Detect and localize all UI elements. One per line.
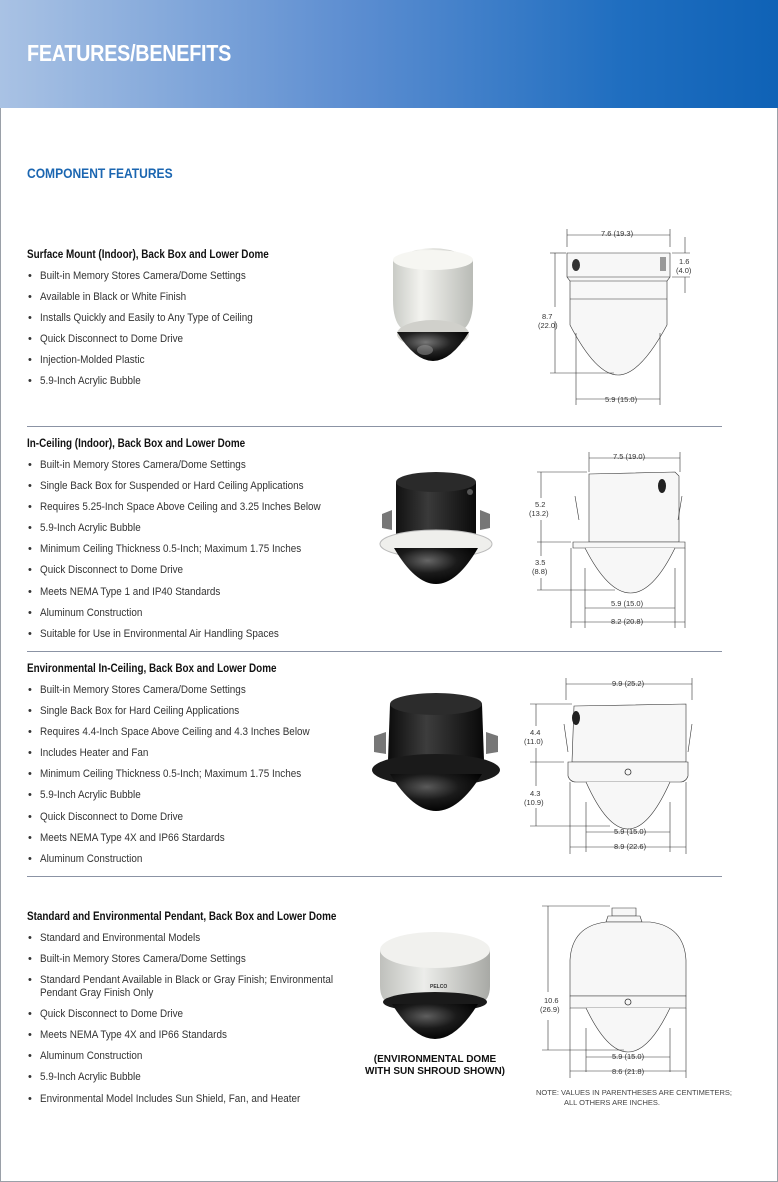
list-item: • Includes Heater and Fan — [27, 747, 367, 768]
list-item: • Requires 5.25-Inch Space Above Ceiling and 3.25 Inches Below — [27, 501, 367, 522]
feature-block-surface-mount — [27, 249, 367, 397]
block-title: Surface Mount (Indoor), Back Box and Lower Dome — [27, 249, 269, 261]
list-item: • Aluminum Construction — [27, 1050, 367, 1071]
list-item: • 5.9-Inch Acrylic Bubble — [27, 375, 367, 396]
svg-text:8.7: 8.7 — [542, 312, 553, 321]
section-divider — [27, 876, 722, 877]
feature-list — [27, 684, 367, 874]
svg-text:(26.9): (26.9) — [540, 1005, 560, 1014]
list-item: • Aluminum Construction — [27, 853, 367, 874]
list-item: • Meets NEMA Type 4X and IP66 Stardards — [27, 832, 367, 853]
svg-text:8.6 (21.8): 8.6 (21.8) — [612, 1067, 645, 1076]
list-item: • Built-in Memory Stores Camera/Dome Settings — [27, 953, 367, 974]
list-item: • Single Back Box for Hard Ceiling Applications — [27, 705, 367, 726]
svg-text:(22.0): (22.0) — [538, 321, 558, 330]
list-item: • Quick Disconnect to Dome Drive — [27, 333, 367, 354]
list-item: • Installs Quickly and Easily to Any Type of Ceiling — [27, 312, 367, 333]
svg-text:5.9 (15.0): 5.9 (15.0) — [612, 1052, 645, 1061]
svg-text:4.3: 4.3 — [530, 789, 541, 798]
list-item: • Standard and Environmental Models — [27, 932, 367, 953]
page-title: FEATURES/BENEFITS — [27, 40, 232, 66]
svg-text:(10.9): (10.9) — [524, 798, 544, 807]
svg-text:3.5: 3.5 — [535, 558, 546, 567]
svg-text:PELCO: PELCO — [430, 984, 448, 990]
svg-text:4.4: 4.4 — [530, 728, 541, 737]
in-ceiling-dome-photo — [378, 470, 494, 602]
svg-text:5.9 (15.0): 5.9 (15.0) — [611, 599, 644, 608]
photo-caption: (ENVIRONMENTAL DOME WITH SUN SHROUD SHOWN) — [365, 1054, 505, 1077]
block-title: In-Ceiling (Indoor), Back Box and Lower Dome — [27, 438, 246, 450]
environmental-in-ceiling-dome-photo — [368, 690, 504, 828]
feature-list — [27, 932, 367, 1114]
measurement-note: NOTE: VALUES IN PARENTHESES ARE CENTIMETERS; ALL OTHERS ARE INCHES. — [536, 1088, 733, 1107]
section-title: COMPONENT FEATURES — [27, 165, 173, 181]
list-item: • Built-in Memory Stores Camera/Dome Settings — [27, 459, 367, 480]
list-item: • Meets NEMA Type 4X and IP66 Standards — [27, 1029, 367, 1050]
list-item: • Standard Pendant Available in Black or Gray Finish; Environmental Pendant Gray Finish Only — [27, 974, 367, 1008]
environmental-pendant-dome-photo — [372, 920, 498, 1050]
svg-text:7.5 (19.0): 7.5 (19.0) — [613, 452, 646, 461]
list-item: • Minimum Ceiling Thickness 0.5-Inch; Maximum 1.75 Inches — [27, 768, 367, 789]
svg-text:5.9 (15.0): 5.9 (15.0) — [605, 395, 638, 404]
list-item: • Single Back Box for Suspended or Hard Ceiling Applications — [27, 480, 367, 501]
svg-text:10.6: 10.6 — [544, 996, 559, 1005]
list-item: • 5.9-Inch Acrylic Bubble — [27, 1071, 367, 1092]
list-item: • Suitable for Use in Environmental Air Handling Spaces — [27, 628, 367, 649]
feature-list — [27, 459, 367, 649]
header-banner — [0, 0, 778, 108]
block-title: Environmental In-Ceiling, Back Box and Lower Dome — [27, 663, 277, 675]
list-item: • Quick Disconnect to Dome Drive — [27, 564, 367, 585]
list-item: • Quick Disconnect to Dome Drive — [27, 1008, 367, 1029]
svg-text:(8.8): (8.8) — [532, 567, 548, 576]
list-item: • Quick Disconnect to Dome Drive — [27, 811, 367, 832]
section-divider — [27, 426, 722, 427]
svg-text:(11.0): (11.0) — [524, 737, 544, 746]
surface-mount-dome-photo — [385, 240, 481, 376]
list-item: • Environmental Model Includes Sun Shield, Fan, and Heater — [27, 1093, 367, 1114]
pendant-dimension-drawing — [538, 900, 698, 1080]
feature-block-pendant — [27, 911, 367, 1114]
list-item: • Built-in Memory Stores Camera/Dome Settings — [27, 684, 367, 705]
svg-text:(4.0): (4.0) — [676, 266, 692, 275]
feature-block-environmental-in-ceiling — [27, 663, 367, 874]
svg-text:9.9 (25.2): 9.9 (25.2) — [612, 679, 645, 688]
svg-text:1.6: 1.6 — [679, 257, 690, 266]
svg-text:5.2: 5.2 — [535, 500, 546, 509]
list-item: • 5.9-Inch Acrylic Bubble — [27, 522, 367, 543]
svg-text:5.9 (15.0): 5.9 (15.0) — [614, 827, 647, 836]
list-item: • Aluminum Construction — [27, 607, 367, 628]
list-item: • Available in Black or White Finish — [27, 291, 367, 312]
block-title: Standard and Environmental Pendant, Back Box and Lower Dome — [27, 911, 337, 923]
svg-text:8.9 (22.6): 8.9 (22.6) — [614, 842, 647, 851]
svg-text:7.6 (19.3): 7.6 (19.3) — [601, 229, 634, 238]
list-item: • Requires 4.4-Inch Space Above Ceiling and 4.3 Inches Below — [27, 726, 367, 747]
list-item: • Injection-Molded Plastic — [27, 354, 367, 375]
feature-list — [27, 270, 367, 397]
in-ceiling-dimension-drawing — [525, 448, 695, 628]
svg-text:(13.2): (13.2) — [529, 509, 549, 518]
list-item: • 5.9-Inch Acrylic Bubble — [27, 789, 367, 810]
page-frame-left — [0, 108, 1, 1182]
surface-mount-dimension-drawing — [530, 225, 710, 410]
environmental-in-ceiling-dimension-drawing — [520, 676, 700, 856]
svg-text:8.2 (20.8): 8.2 (20.8) — [611, 617, 644, 626]
list-item: • Minimum Ceiling Thickness 0.5-Inch; Maximum 1.75 Inches — [27, 543, 367, 564]
feature-block-in-ceiling — [27, 438, 367, 649]
section-divider — [27, 651, 722, 652]
list-item: • Built-in Memory Stores Camera/Dome Settings — [27, 270, 367, 291]
list-item: • Meets NEMA Type 1 and IP40 Standards — [27, 586, 367, 607]
